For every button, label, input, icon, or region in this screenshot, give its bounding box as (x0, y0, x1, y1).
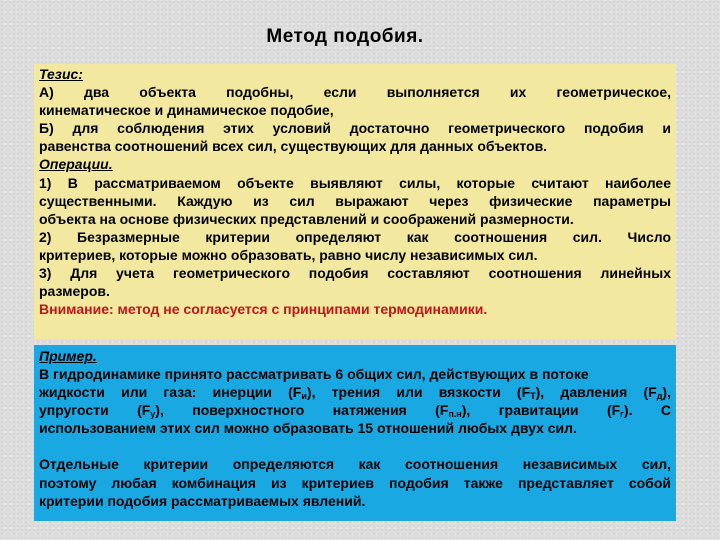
example-line-forces-2 (39, 401, 671, 419)
text-fragment: ), гравитации (F (461, 402, 621, 419)
operations-line: размеров. (39, 283, 110, 300)
subscript: г (620, 409, 624, 420)
example-line: использованием этих сил можно образовать 15 отношений любых двух сил. (39, 420, 577, 437)
slide-title: Метод подобия. (266, 26, 424, 47)
text-fragment: ), трения или вязкости (F (306, 384, 531, 401)
thesis-block (34, 64, 676, 339)
text-fragment: ), поверхностного натяжения (F (155, 402, 449, 419)
operations-line: объекта на основе физических представлений и соображений размерности. (39, 210, 574, 227)
warning-text: Внимание: метод не согласуется с принципами термодинамики. (39, 301, 488, 318)
text-fragment: упругости (F (39, 402, 151, 419)
text-fragment: ). С (623, 402, 671, 419)
subscript: п.н (448, 409, 462, 420)
example-line: Отдельные критерии определяются как соотношения независимых сил, (39, 456, 671, 473)
subscript: д (656, 391, 663, 402)
text-fragment: ), давления (F (535, 384, 657, 401)
example-line-forces-1 (39, 383, 671, 401)
thesis-line: Б) для соблюдения этих условий достаточно геометрического подобия и (39, 120, 671, 137)
thesis-line: равенства соотношений всех сил, существующих для данных объектов. (39, 138, 548, 155)
thesis-line: кинематическое и динамическое подобие, (39, 102, 334, 119)
subscript: у (150, 409, 156, 420)
example-line: В гидродинамике принято рассматривать 6 общих сил, действующих в потоке (39, 366, 589, 383)
example-block (34, 345, 676, 521)
example-heading: Пример. (39, 348, 97, 364)
paragraph-gap (39, 437, 671, 455)
subscript: Т (530, 391, 536, 402)
text-fragment: ), (662, 384, 671, 401)
text-fragment: жидкости или газа: инерции (F (39, 384, 302, 401)
operations-line: 3) Для учета геометрического подобия составляют соотношения линейных (39, 265, 671, 282)
operations-line: критериев, которые можно образовать, равно числу независимых сил. (39, 246, 538, 263)
thesis-heading: Тезис: (39, 66, 83, 82)
operations-line: 1) В рассматриваемом объекте выявляют силы, которые считают наиболее (39, 174, 671, 191)
operations-line: существенными. Каждую из сил выражают через физические параметры (39, 192, 671, 209)
subscript: и (301, 391, 307, 402)
thesis-line: А) два объекта подобны, если выполняется их геометрическое, (39, 84, 671, 101)
operations-line: 2) Безразмерные критерии определяют как соотношения сил. Число (39, 228, 671, 245)
example-line: критерии подобия рассматриваемых явлений. (39, 492, 366, 509)
operations-heading: Операции. (39, 156, 113, 173)
example-line: поэтому любая комбинация из критериев подобия также представляет собой (39, 474, 671, 491)
